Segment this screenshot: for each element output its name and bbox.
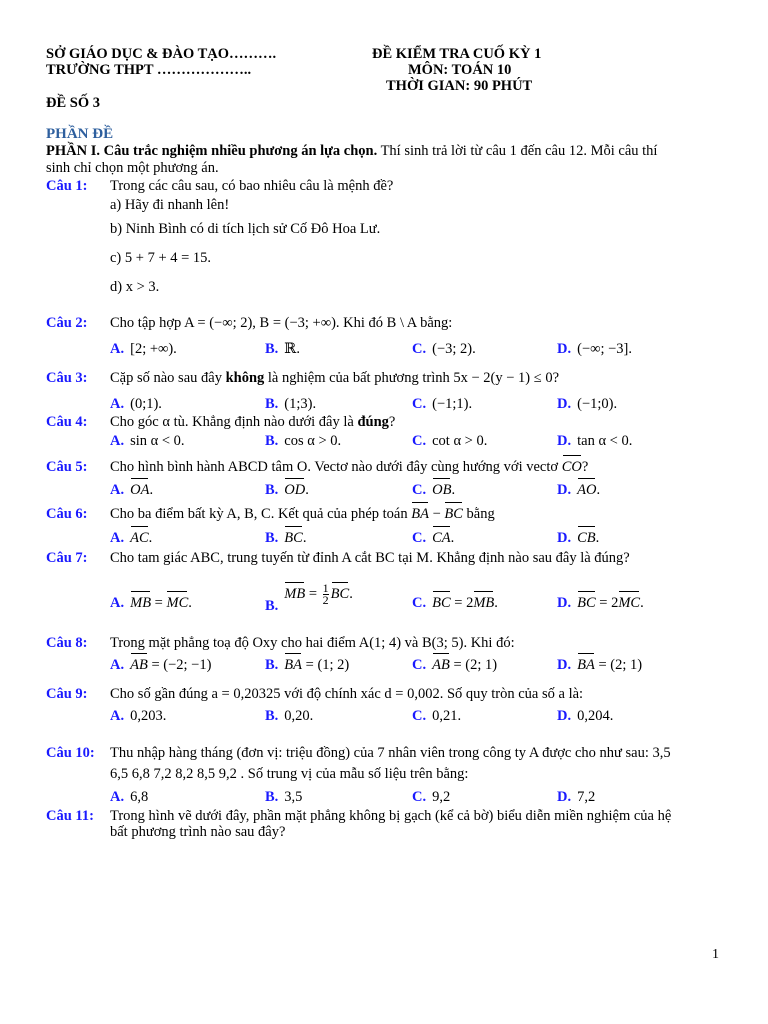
question-3-option-b[interactable]: B. (1;3). xyxy=(265,396,317,412)
exam-code: ĐỀ SỐ 3 xyxy=(46,95,100,111)
question-3-number: Câu 3: xyxy=(46,370,88,386)
question-4-option-a[interactable]: A. sin α < 0. xyxy=(110,433,185,449)
question-4-option-c[interactable]: C. cot α > 0. xyxy=(412,433,488,449)
question-2-number: Câu 2: xyxy=(46,315,88,331)
question-10-option-c[interactable]: C. 9,2 xyxy=(412,789,451,805)
question-6-number: Câu 6: xyxy=(46,506,88,522)
question-5-option-c[interactable]: C. OB. xyxy=(412,482,456,498)
question-8-text: Trong mặt phẳng toạ độ Oxy cho hai điểm A(1; 4) và B(3; 5). Khi đó: xyxy=(110,635,515,651)
question-1-text: Trong các câu sau, có bao nhiêu câu là mệnh đề? xyxy=(110,178,394,194)
question-7-option-a[interactable]: A. MB = MC. xyxy=(110,595,192,611)
question-4-text: Cho góc α tù. Khẳng định nào dưới đây là đúng? xyxy=(110,414,396,430)
question-5-number: Câu 5: xyxy=(46,459,88,475)
question-9-option-b[interactable]: B. 0,20. xyxy=(265,708,314,724)
question-10-text: Thu nhập hàng tháng (đơn vị: triệu đồng) của 7 nhân viên trong công ty A được cho như sau: 3,5 xyxy=(110,745,671,761)
question-7-option-c[interactable]: C. BC = 2MB. xyxy=(412,595,498,611)
question-6-option-a[interactable]: A. AC. xyxy=(110,530,153,546)
question-11-text-cont: bất phương trình nào sau đây? xyxy=(110,824,286,840)
question-9-number: Câu 9: xyxy=(46,686,88,702)
question-2-option-b[interactable]: B. ℝ. xyxy=(265,341,300,357)
question-8-option-b[interactable]: B. BA = (1; 2) xyxy=(265,657,350,673)
exam-title: ĐỀ KIỂM TRA CUỐ KỲ 1 xyxy=(372,46,542,62)
question-9-option-a[interactable]: A. 0,203. xyxy=(110,708,167,724)
question-7-option-d[interactable]: D. BC = 2MC. xyxy=(557,595,644,611)
question-1-item-d: d) x > 3. xyxy=(110,279,160,295)
question-1-number: Câu 1: xyxy=(46,178,88,194)
question-3-text: Cặp số nào sau đây không là nghiệm của bất phương trình 5x − 2(y − 1) ≤ 0? xyxy=(110,370,560,386)
question-3-option-a[interactable]: A. (0;1). xyxy=(110,396,162,412)
question-6-option-d[interactable]: D. CB. xyxy=(557,530,600,546)
question-2-option-d[interactable]: D. (−∞; −3]. xyxy=(557,341,632,357)
school-name: TRƯỜNG THPT ……………….. xyxy=(46,62,252,78)
question-8-option-d[interactable]: D. BA = (2; 1) xyxy=(557,657,643,673)
question-6-option-c[interactable]: C. CA. xyxy=(412,530,455,546)
part1-title: PHẦN I. Câu trắc nghiệm nhiều phương án lựa chọn. xyxy=(46,143,378,159)
question-6-option-b[interactable]: B. BC. xyxy=(265,530,307,546)
question-1-item-b: b) Ninh Bình có di tích lịch sử Cố Đô Hoa Lư. xyxy=(110,221,381,237)
question-8-option-a[interactable]: A. AB = (−2; −1) xyxy=(110,657,212,673)
question-10-option-a[interactable]: A. 6,8 xyxy=(110,789,149,805)
question-6-text: Cho ba điểm bất kỳ A, B, C. Kết quả của phép toán BA − BC bằng xyxy=(110,506,495,522)
question-7-number: Câu 7: xyxy=(46,550,88,566)
question-4-option-d[interactable]: D. tan α < 0. xyxy=(557,433,633,449)
question-8-option-c[interactable]: C. AB = (2; 1) xyxy=(412,657,498,673)
question-5-option-b[interactable]: B. OD. xyxy=(265,482,309,498)
exam-duration: THỜI GIAN: 90 PHÚT xyxy=(386,78,533,94)
question-7-option-b[interactable]: B.MB = $\frac{1}{2}$ BC. xyxy=(265,581,353,614)
subject: MÔN: TOÁN 10 xyxy=(408,62,512,78)
question-11-number: Câu 11: xyxy=(46,808,94,824)
question-4-number: Câu 4: xyxy=(46,414,88,430)
question-10-option-d[interactable]: D. 7,2 xyxy=(557,789,596,805)
question-7-text: Cho tam giác ABC, trung tuyến từ đỉnh A cắt BC tại M. Khẳng định nào sau đây là đúng? xyxy=(110,550,630,566)
question-3-option-c[interactable]: C. (−1;1). xyxy=(412,396,473,412)
question-1-item-c: c) 5 + 7 + 4 = 15. xyxy=(110,250,212,266)
question-10-number: Câu 10: xyxy=(46,745,95,761)
question-8-number: Câu 8: xyxy=(46,635,88,651)
department-name: SỞ GIÁO DỤC & ĐÀO TẠO………. xyxy=(46,46,277,62)
part1-instructions xyxy=(46,143,657,159)
question-5-option-a[interactable]: A. OA. xyxy=(110,482,154,498)
part1-text: Thí sinh trả lời từ câu 1 đến câu 12. Mỗi câu thí xyxy=(377,143,658,159)
page-number: 1 xyxy=(712,947,719,962)
question-5-option-d[interactable]: D. AO. xyxy=(557,482,601,498)
question-5-text: Cho hình bình hành ABCD tâm O. Vectơ nào dưới đây cùng hướng với vectơ CO? xyxy=(110,459,589,475)
question-1-item-a: a) Hãy đi nhanh lên! xyxy=(110,197,230,213)
question-3-option-d[interactable]: D. (−1;0). xyxy=(557,396,618,412)
question-9-text: Cho số gần đúng a = 0,20325 với độ chính xác d = 0,002. Số quy tròn của số a là: xyxy=(110,686,584,702)
part1-instructions-cont: sinh chỉ chọn một phương án. xyxy=(46,160,219,176)
question-4-option-b[interactable]: B. cos α > 0. xyxy=(265,433,342,449)
question-2-option-a[interactable]: A. [2; +∞). xyxy=(110,341,177,357)
question-2-text: Cho tập hợp A = (−∞; 2), B = (−3; +∞). Khi đó B \ A bằng: xyxy=(110,315,453,331)
question-2-option-c[interactable]: C. (−3; 2). xyxy=(412,341,476,357)
question-9-option-c[interactable]: C. 0,21. xyxy=(412,708,462,724)
question-10-option-b[interactable]: B. 3,5 xyxy=(265,789,303,805)
question-11-text: Trong hình vẽ dưới đây, phần mặt phẳng không bị gạch (kể cả bờ) biểu diễn miền nghiệm của hệ xyxy=(110,808,672,824)
section-title: PHẦN ĐỀ xyxy=(46,126,114,142)
question-10-text-cont: 6,5 6,8 7,2 8,2 8,5 9,2 . Số trung vị của mẫu số liệu trên bằng: xyxy=(110,766,469,782)
question-9-option-d[interactable]: D. 0,204. xyxy=(557,708,614,724)
